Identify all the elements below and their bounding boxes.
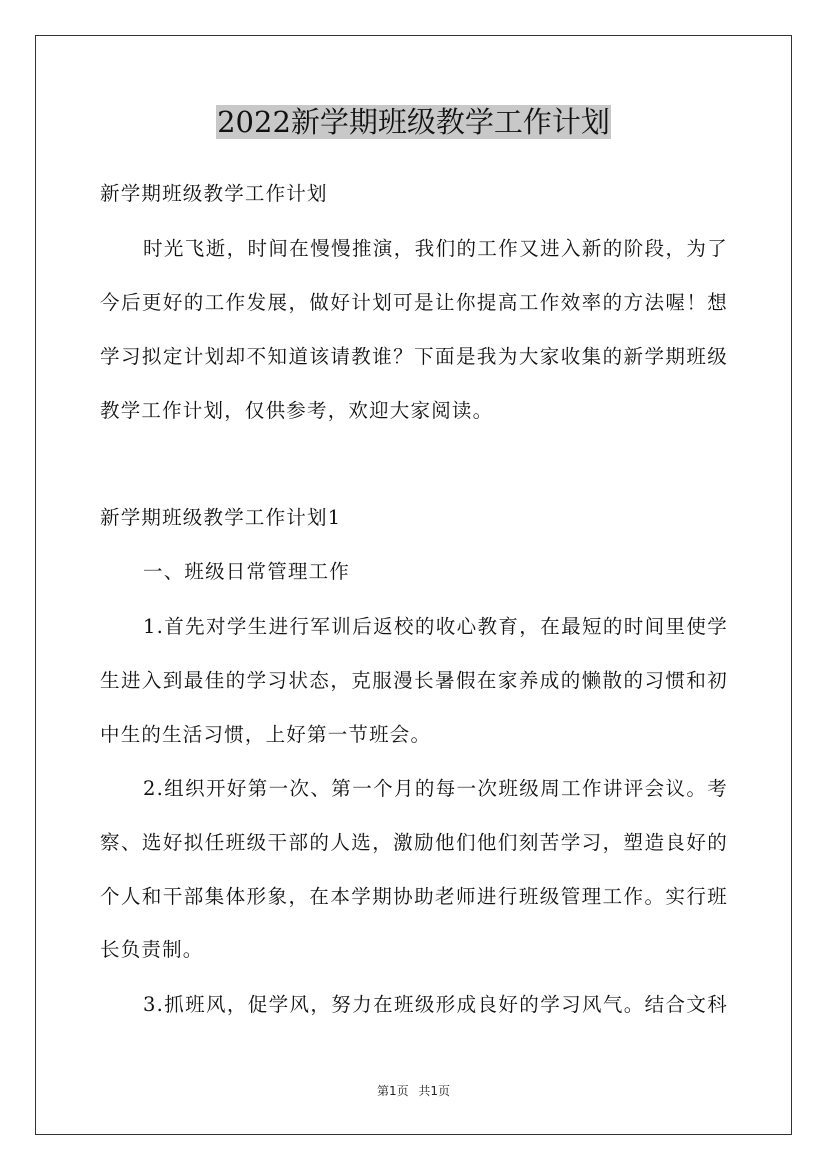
- item-1-line: 1.首先对学生进行军训后返校的收心教育，在最短的时间里使学: [143, 615, 728, 638]
- item-1-line: 生进入到最佳的学习状态，克服漫长暑假在家养成的懒散的习惯和初: [100, 669, 728, 692]
- page-total: 共1页: [418, 1084, 451, 1098]
- item-1-line: 中生的生活习惯，上好第一节班会。: [100, 723, 432, 746]
- intro-line: 学习拟定计划却不知道该请教谁？下面是我为大家收集的新学期班级: [100, 345, 728, 368]
- item-2-line: 长负责制。: [100, 938, 204, 961]
- page-number: 第1页: [376, 1084, 409, 1098]
- intro-line: 今后更好的工作发展，做好计划可是让你提高工作效率的方法喔！想: [100, 291, 728, 314]
- item-2-line: 察、选好拟任班级干部的人选，激励他们他们刻苦学习，塑造良好的: [100, 831, 728, 854]
- section-heading: 一、班级日常管理工作: [143, 560, 351, 583]
- intro-line: 时光飞逝，时间在慢慢推演，我们的工作又进入新的阶段，为了: [143, 237, 728, 260]
- intro-line: 教学工作计划，仅供参考，欢迎大家阅读。: [100, 399, 494, 422]
- item-2-line: 2.组织开好第一次、第一个月的每一次班级周工作讲评会议。考: [143, 777, 728, 800]
- document-subtitle: 新学期班级教学工作计划: [100, 182, 328, 205]
- document-title-text: 2022新学期班级教学工作计划: [217, 105, 610, 139]
- plan-heading: 新学期班级教学工作计划1: [100, 506, 342, 529]
- page-footer: [0, 1083, 827, 1099]
- item-2-line: 个人和干部集体形象，在本学期协助老师进行班级管理工作。实行班: [100, 885, 728, 908]
- item-3-line: 3.抓班风，促学风，努力在班级形成良好的学习风气。结合文科: [143, 993, 728, 1016]
- document-title: [0, 102, 827, 142]
